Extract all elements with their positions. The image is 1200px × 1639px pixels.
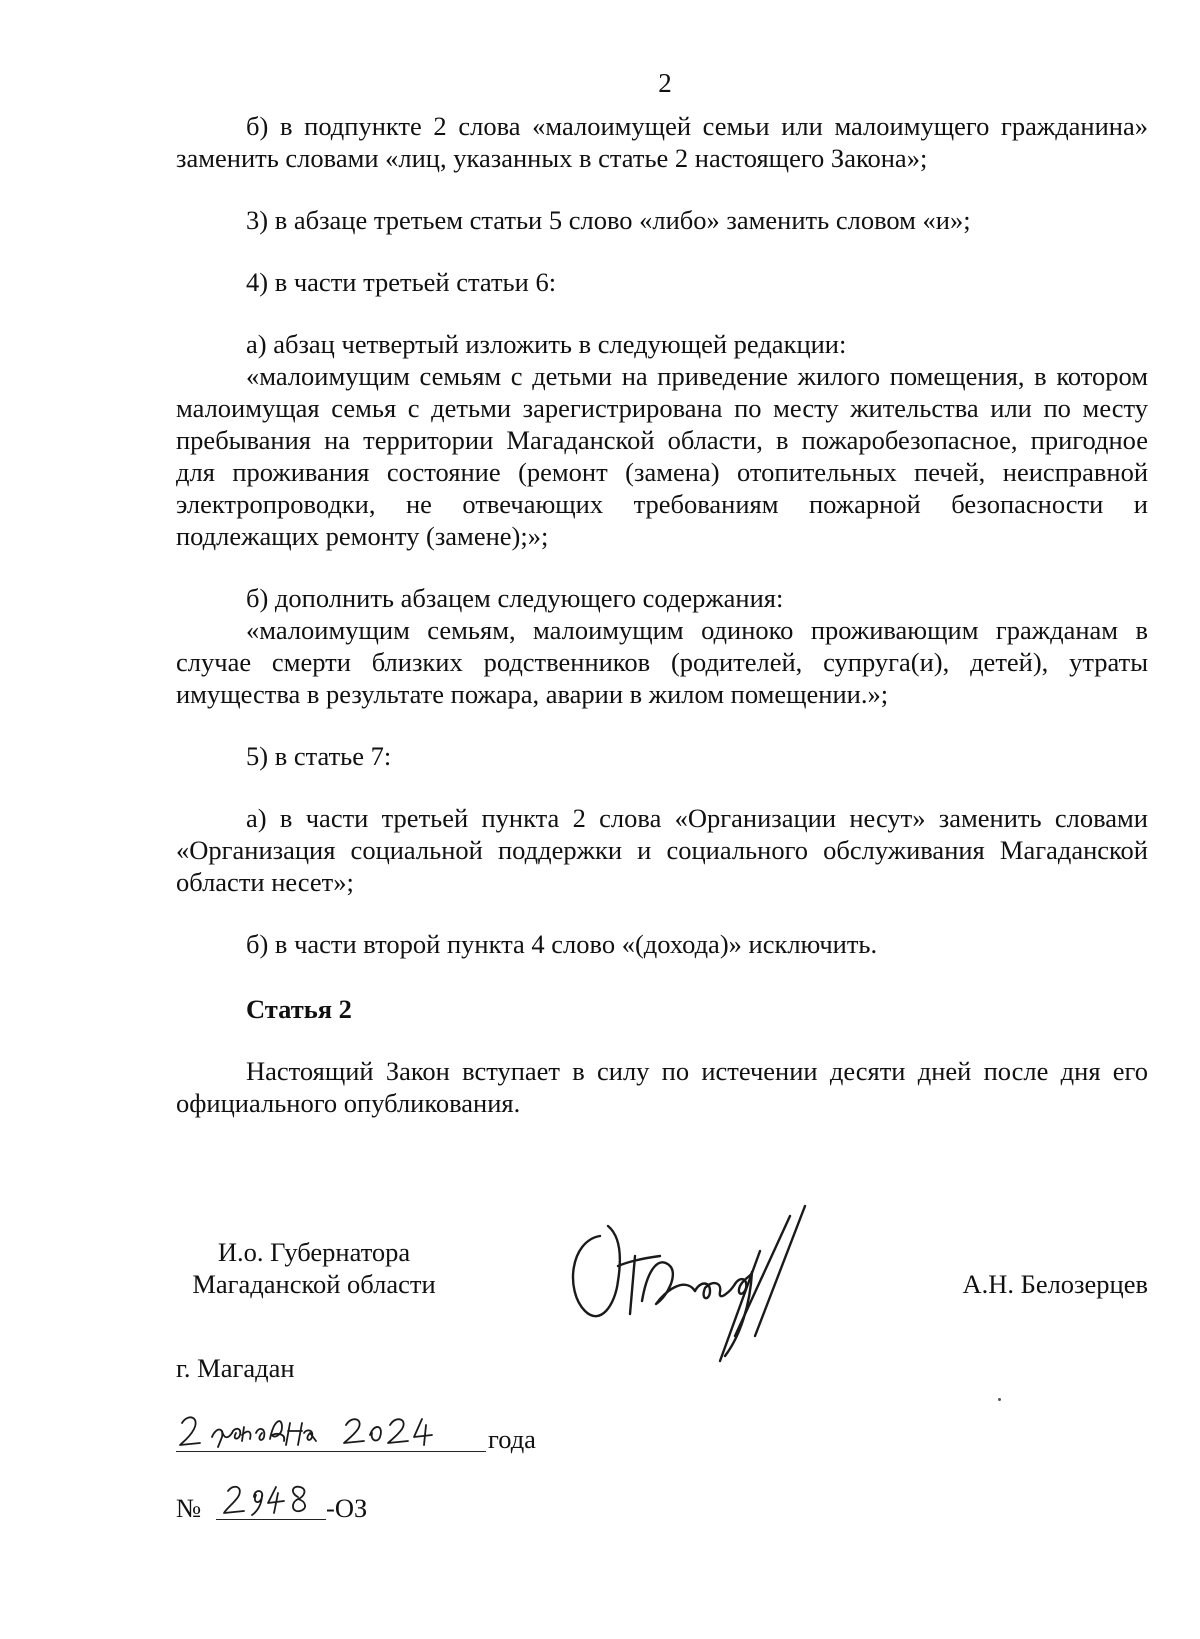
article-heading: Статья 2 — [246, 994, 352, 1024]
page-number: 2 — [658, 68, 672, 98]
paragraph: а) в части третьей пункта 2 слова «Организации несут» заменить словами «Организация социальной поддержки и социального обслуживания Магаданской области несет»; — [176, 803, 1148, 897]
paragraph: б) в части второй пункта 4 слово «(дохода)» исключить. — [246, 929, 878, 959]
paragraph: б) дополнить абзацем следующего содержания: — [246, 583, 784, 613]
number-sign: № — [176, 1493, 202, 1523]
signatory-name: А.Н. Белозерцев — [962, 1269, 1148, 1299]
paragraph: 4) в части третьей статьи 6: — [246, 267, 557, 297]
paragraph: 5) в статье 7: — [246, 741, 392, 771]
document-body — [176, 110, 1148, 1119]
handwritten-law-number — [216, 1483, 326, 1520]
signatory-title-line1: И.о. Губернатора — [217, 1237, 411, 1267]
paragraph: б) в подпункте 2 слова «малоимущей семьи или малоимущего гражданина» заменить словами «лиц, указанных в статье 2 настоящего Закона»; — [176, 111, 1148, 173]
signatory-title-line2: Магаданской области — [192, 1269, 436, 1299]
law-number-line — [176, 1486, 476, 1526]
paragraph: 3) в абзаце третьем статьи 5 слово «либо» заменить словом «и»; — [246, 205, 971, 235]
handwritten-signature — [560, 1196, 840, 1366]
date-line — [176, 1415, 596, 1455]
article-text: Настоящий Закон вступает в силу по истечении десяти дней после дня его официального опубликования. — [176, 1056, 1148, 1118]
paragraph: а) абзац четвертый изложить в следующей редакции: — [246, 329, 847, 359]
paragraph: «малоимущим семьям с детьми на приведение жилого помещения, в котором малоимущая семья с детьми зарегистрирована по месту жительства или по месту пребывания на территории Магаданской области, в пожаробезопасное, пригодное для проживания состояние (ремонт (замена) отопительных печей, неисправной электропроводки, не отвечающих требованиям пожарной безопасности и подлежащих ремонту (замене);»; — [176, 361, 1148, 551]
signatory-title — [176, 1236, 452, 1300]
city: г. Магадан — [176, 1353, 295, 1383]
date-suffix: года — [488, 1424, 536, 1454]
scan-speck — [998, 1398, 1001, 1401]
paragraph: «малоимущим семьям, малоимущим одиноко проживающим гражданам в случае смерти близких родственников (родителей, супруга(и), детей), утраты имущества в результате пожара, аварии в жилом помещении.»; — [176, 615, 1148, 709]
law-number-suffix: -ОЗ — [326, 1493, 368, 1523]
handwritten-date — [176, 1411, 486, 1452]
